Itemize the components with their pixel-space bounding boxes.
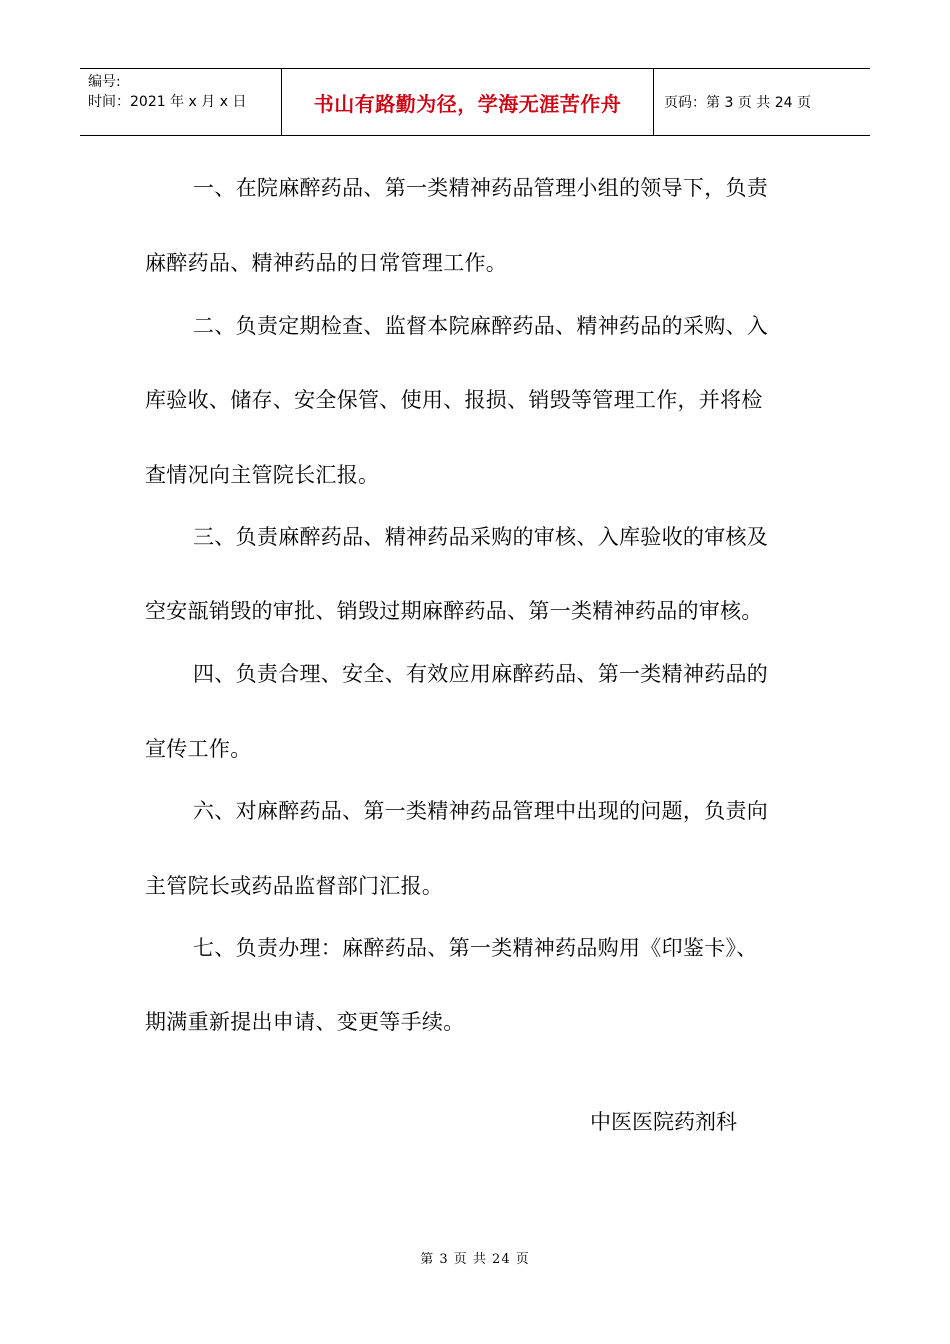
page-info: 页码：第 3 页 共 24 页 <box>664 95 811 111</box>
paragraph-line: 宣传工作。 <box>145 737 252 761</box>
paragraph-line: 期满重新提出申请、变更等手续。 <box>145 1010 465 1034</box>
paragraph-line: 七、负责办理：麻醉药品、第一类精神药品购用《印鉴卡》、 <box>193 936 758 960</box>
paragraph-line: 四、负责合理、安全、有效应用麻醉药品、第一类精神药品的 <box>193 662 769 686</box>
page-footer: 第 3 页 共 24 页 <box>420 1252 530 1267</box>
paragraph-line: 一、在院麻醉药品、第一类精神药品管理小组的领导下，负责 <box>193 176 769 200</box>
paragraph-line: 六、对麻醉药品、第一类精神药品管理中出现的问题，负责向 <box>193 799 769 823</box>
paragraph-line: 三、负责麻醉药品、精神药品采购的审核、入库验收的审核及 <box>193 525 769 549</box>
date-line: 时间：2021 年 x 月 x 日 <box>88 94 247 110</box>
motto-text: 书山有路勤为径，学海无涯苦作舟 <box>313 91 622 116</box>
paragraph-line: 麻醉药品、精神药品的日常管理工作。 <box>145 251 508 275</box>
header-page-cell <box>654 69 870 135</box>
signature-department: 中医医院药剂科 <box>590 1110 737 1134</box>
document-header <box>80 68 870 136</box>
paragraph-line: 查情况向主管院长汇报。 <box>145 463 380 487</box>
paragraph-line: 二、负责定期检查、监督本院麻醉药品、精神药品的采购、入 <box>193 314 769 338</box>
header-motto-cell <box>282 69 654 135</box>
header-meta-cell <box>80 69 282 135</box>
paragraph-line: 主管院长或药品监督部门汇报。 <box>145 874 444 898</box>
number-label: 编号: <box>88 74 121 90</box>
paragraph-line: 库验收、储存、安全保管、使用、报损、销毁等管理工作，并将检 <box>145 388 763 412</box>
paragraph-line: 空安瓿销毁的审批、销毁过期麻醉药品、第一类精神药品的审核。 <box>145 599 763 623</box>
